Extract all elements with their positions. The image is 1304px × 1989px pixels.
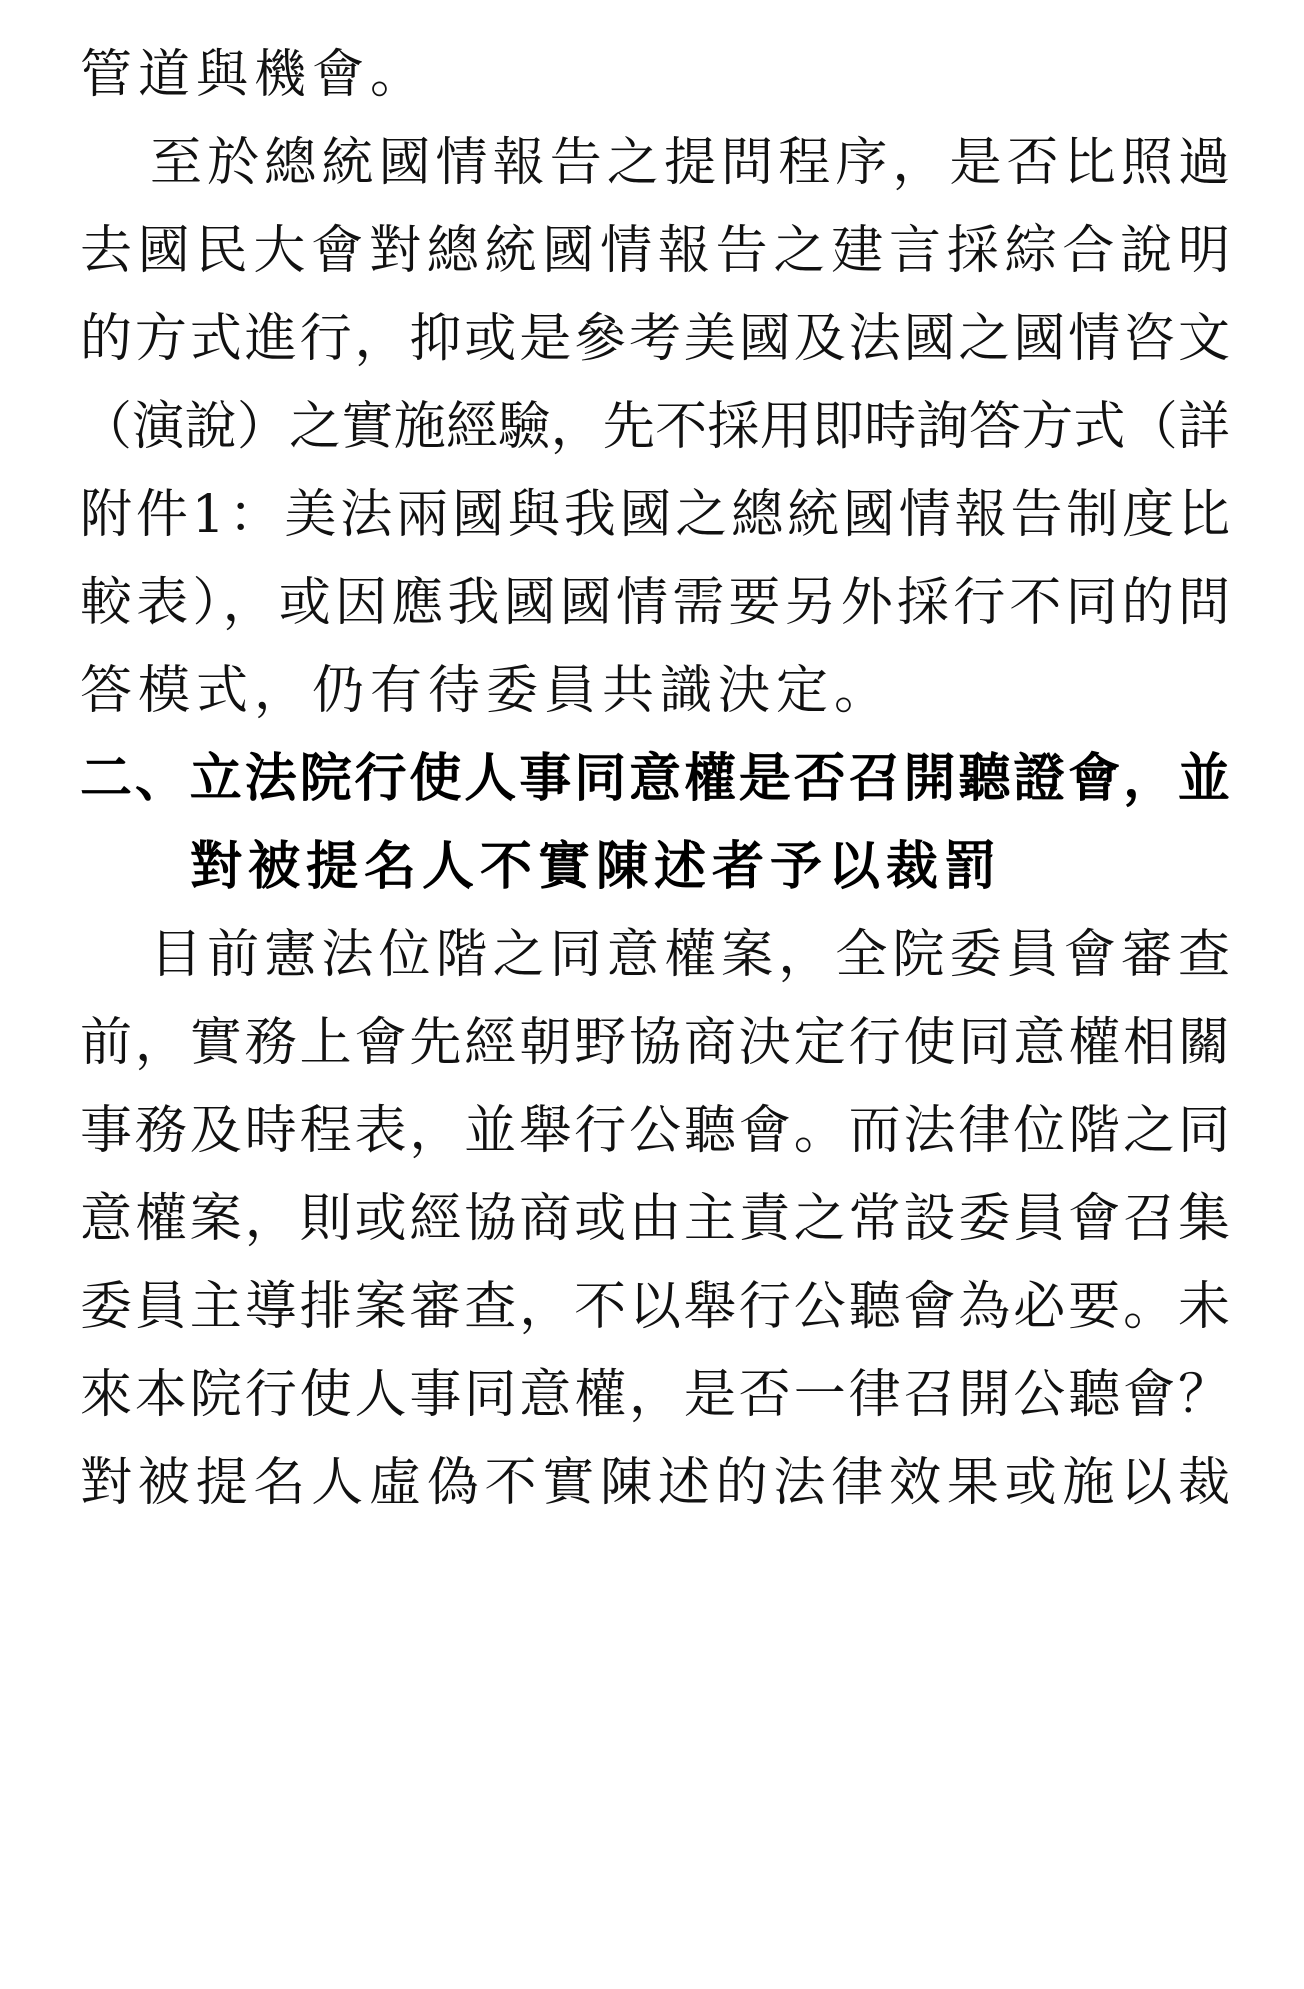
paragraph-line: 委員主導排案審查，不以舉行公聽會為必要。未	[80, 1277, 1230, 1337]
paragraph-line: 答模式，仍有待委員共識決定。	[80, 661, 893, 721]
paragraph-line: 的方式進行，抑或是參考美國及法國之國情咨文	[80, 309, 1230, 369]
section-heading-line: 二、立法院行使人事同意權是否召開聽證會，並	[80, 749, 1230, 809]
paragraph-line: 管道與機會。	[80, 45, 429, 105]
paragraph-line: （演說）之實施經驗，先不採用即時詢答方式（詳	[80, 397, 1230, 457]
section-heading-line: 對被提名人不實陳述者予以裁罰	[190, 837, 1003, 897]
paragraph-line: 去國民大會對總統國情報告之建言採綜合說明	[80, 221, 1230, 281]
paragraph-line: 至於總統國情報告之提問程序，是否比照過	[150, 133, 1230, 193]
paragraph-line: 目前憲法位階之同意權案，全院委員會審查	[150, 925, 1230, 985]
paragraph-line: 較表），或因應我國國情需要另外採行不同的問	[80, 573, 1230, 633]
paragraph-line: 事務及時程表，並舉行公聽會。而法律位階之同	[80, 1101, 1230, 1161]
paragraph-line: 前，實務上會先經朝野協商決定行使同意權相關	[80, 1013, 1230, 1073]
paragraph-line: 附件1：美法兩國與我國之總統國情報告制度比	[80, 485, 1230, 545]
paragraph-line: 對被提名人虛偽不實陳述的法律效果或施以裁	[80, 1453, 1230, 1513]
paragraph-line: 來本院行使人事同意權，是否一律召開公聽會？	[80, 1365, 1230, 1425]
paragraph-line: 意權案，則或經協商或由主責之常設委員會召集	[80, 1189, 1230, 1249]
